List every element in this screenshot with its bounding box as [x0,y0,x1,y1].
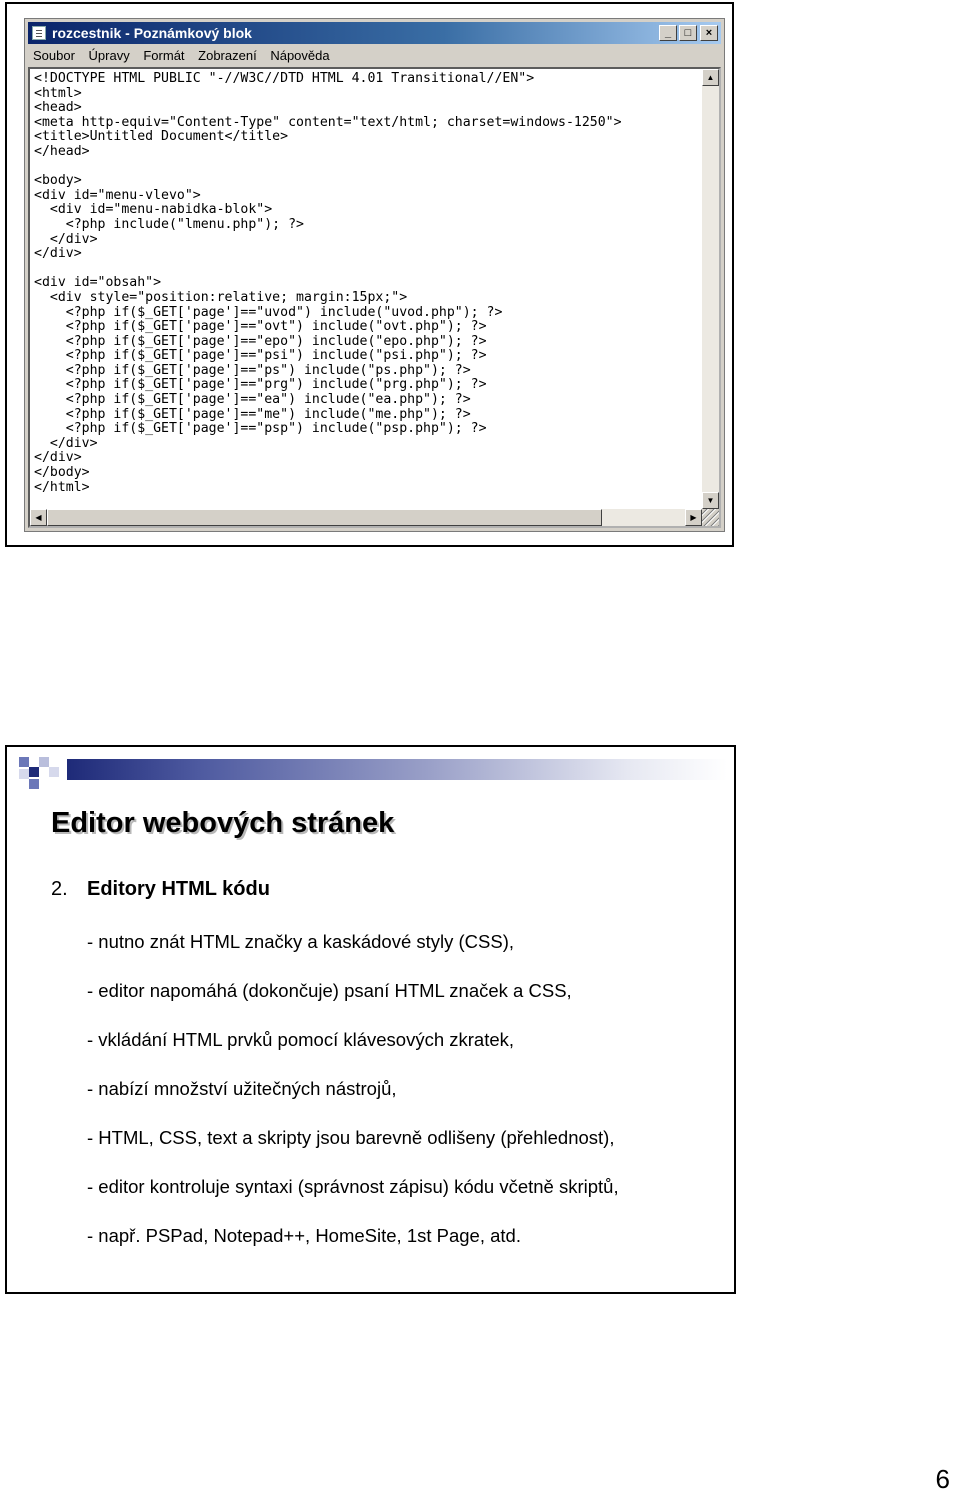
horizontal-scrollbar[interactable] [30,509,702,526]
section-label: Editory HTML kódu [87,878,270,900]
scroll-right-arrow-icon[interactable]: ▶ [685,509,702,526]
scroll-up-arrow-icon[interactable]: ▲ [702,69,719,86]
code-text[interactable]: <!DOCTYPE HTML PUBLIC "-//W3C//DTD HTML 4.01 Transitional//EN"> <html> <head> <meta http-equiv="Content-Type" content="text/html; charset=windows-1250"> <title>Untitled Document</title> </head> <body> <div id="menu-vlevo"> <div id="menu-nabidka-blok"> <?php include("lmenu.php"); ?> </div> </div> <div id="obsah"> <div style="position:relative; margin:15px;"> <?php if($_GET['page']=="uvod") include("uvod.php"); ?> <?php if($_GET['page']=="ovt") include("ovt.php"); ?> <?php if($_GET['page']=="epo") include("epo.php"); ?> <?php if($_GET['page']=="psi") include("psi.php"); ?> <?php if($_GET['page']=="ps") include("ps.php"); ?> <?php if($_GET['page']=="prg") include("prg.php"); ?> <?php if($_GET['page']=="ea") include("ea.php"); ?> <?php if($_GET['page']=="me") include("me.php"); ?> <?php if($_GET['page']=="psp") include("psp.php"); ?> </div> </div> </body> </html> [34,72,622,495]
list-item: - HTML, CSS, text a skripty jsou barevně odlišeny (přehlednost), [87,1127,615,1148]
text-editor-area[interactable] [28,67,721,528]
vertical-scrollbar[interactable] [702,69,719,509]
menu-upravy[interactable]: Úpravy [88,48,130,63]
header-gradient-bar [67,759,727,780]
list-item: - editor kontroluje syntaxi (správnost zápisu) kódu včetně skriptů, [87,1176,619,1197]
menu-soubor[interactable]: Soubor [33,48,75,63]
minimize-button[interactable]: _ [659,25,677,41]
horizontal-scroll-thumb[interactable] [47,509,602,526]
decor-square [19,769,29,779]
page-number: 6 [935,1464,950,1494]
window-title: rozcestnik - Poznámkový blok [52,25,252,41]
slide-text [5,745,736,1294]
menu-format[interactable]: Formát [143,48,185,63]
list-item: - např. PSPad, Notepad++, HomeSite, 1st Page, atd. [87,1225,521,1246]
list-item: - editor napomáhá (dokončuje) psaní HTML značek a CSS, [87,980,572,1001]
close-button[interactable]: × [700,25,718,41]
notepad-icon [32,26,46,40]
notepad-window [24,18,725,532]
decor-square [29,767,39,777]
section-heading [51,878,270,901]
list-item: - nabízí množství užitečných nástrojů, [87,1078,397,1099]
resize-grip-icon[interactable] [702,509,719,526]
slide-screenshot [5,2,734,547]
decor-square [39,757,49,767]
list-item: - nutno znát HTML značky a kaskádové styly (CSS), [87,931,515,952]
slide-title: Editor webových stránek [51,807,395,839]
section-number: 2. [51,878,68,900]
maximize-button[interactable]: □ [679,25,697,41]
title-bar[interactable] [28,22,721,44]
scroll-left-arrow-icon[interactable]: ◀ [30,509,47,526]
bullet-list [87,931,619,1274]
menu-napoveda[interactable]: Nápověda [270,48,330,63]
list-item: - vkládání HTML prvků pomocí klávesových zkratek, [87,1029,515,1050]
menu-zobrazeni[interactable]: Zobrazení [198,48,257,63]
menu-bar [28,46,721,66]
decor-square [29,779,39,789]
scroll-down-arrow-icon[interactable]: ▼ [702,492,719,509]
decor-square [49,767,59,777]
decor-square [19,757,29,767]
